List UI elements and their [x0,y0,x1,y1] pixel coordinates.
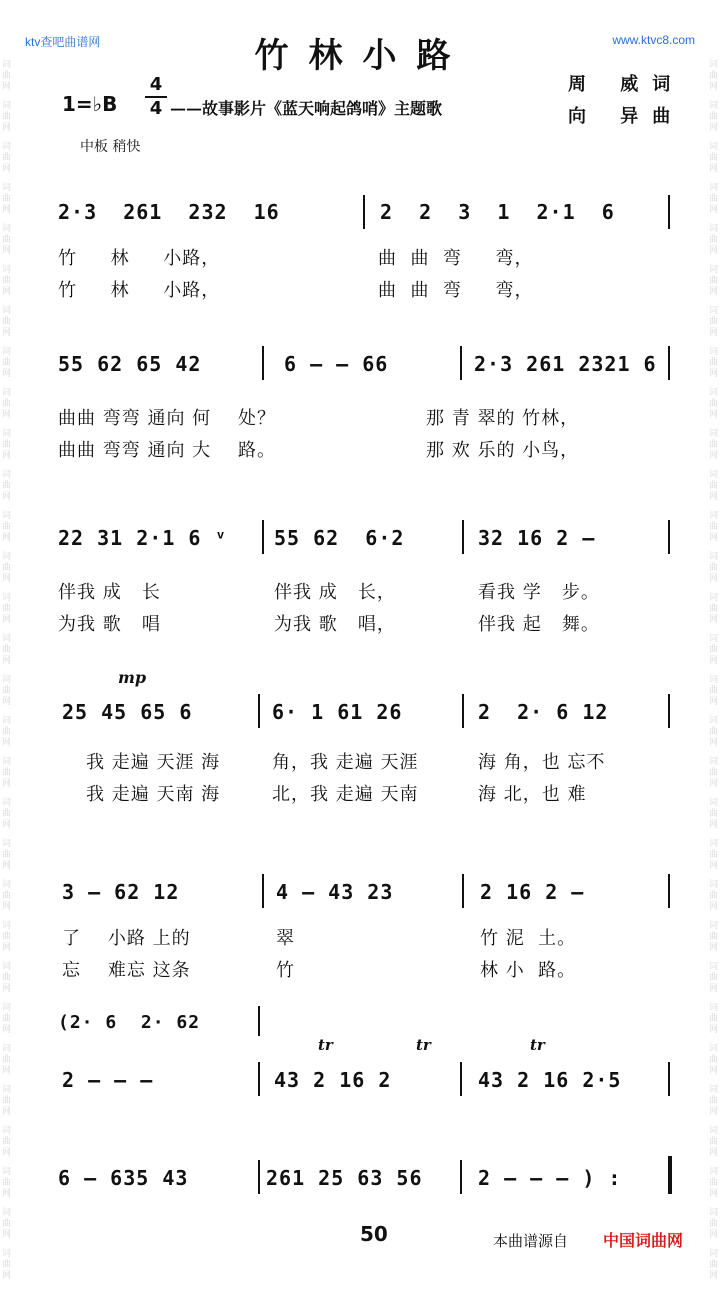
system-1-lyrics-verse1b: 曲 曲 弯 弯， [378,248,534,269]
system-5-lyrics-verse2: 忘 难忘 这条 [62,960,191,981]
system-6-notes: 2 — — — [62,1068,154,1092]
system-2-notes-b: 6 — — 66 [284,352,389,376]
system-1-notes-b: 2 2 3 1 2·1 6 [380,200,615,224]
barline [258,1160,260,1194]
trill-mark: tr [416,1036,431,1054]
system-5-lyrics-verse1b: 翠 [276,928,295,949]
system-5-notes: 3 — 62 12 [62,880,180,904]
trill-mark: tr [318,1036,333,1054]
dynamic-mp: mp [118,668,147,687]
barline [460,346,462,380]
barline [462,694,464,728]
system-7-notes-b: 261 25 63 56 [266,1166,423,1190]
final-barline [668,1156,672,1194]
system-6-notes-b: 43 2 16 2 [274,1068,392,1092]
barline [460,1062,462,1096]
system-4-notes-b: 6· 1 61 26 [272,700,403,724]
system-1-lyrics-verse2b: 曲 曲 弯 弯， [378,280,534,301]
system-1-lyrics-verse1: 竹 林 小路， [58,248,221,269]
time-signature [145,74,167,120]
system-3-notes-b: 55 62 6·2 [274,526,405,550]
barline [668,694,670,728]
system-3-lyrics-verse2b: 为我 歌 唱， [274,614,396,635]
barline [668,1062,670,1096]
trill-mark: tr [530,1036,545,1054]
meter-top: 4 [149,74,163,95]
song-title: 竹林小路 [254,36,471,76]
barline [258,694,260,728]
system-2-lyrics-verse1b: 那 青 翠的 竹林， [426,408,580,429]
system-4-notes: 25 45 65 6 [62,700,193,724]
system-4-lyrics-verse1c: 海 角，也 忘不 [478,752,606,773]
barline [668,520,670,554]
system-3-lyrics-verse2c: 伴我 起 舞。 [478,614,600,635]
system-2-notes: 55 62 65 42 [58,352,202,376]
system-5-lyrics-verse2c: 林 小 路。 [480,960,577,981]
system-4-lyrics-verse1b: 角，我 走遍 天涯 [272,752,419,773]
system-5-lyrics-verse1c: 竹 泥 土。 [480,928,577,949]
system-6-notes-c: 43 2 16 2·5 [478,1068,622,1092]
system-5-notes-c: 2 16 2 — [480,880,585,904]
page-number: 50 [360,1222,388,1246]
side-watermark-right: 词 曲 网 词 曲 网 词 曲 网 词 曲 网 词 曲 网 词 曲 网 词 曲 网 词 曲 网 词 曲 网 词 曲 网 词 曲 网 词 曲 网 词 曲 网 词 曲 网 词 曲 网 词 曲 网 词 曲 网 词 曲 网 词 曲 网 词 曲 网 词 曲 网 词 曲 网 词 曲 网 词 曲 网 词 曲 网 词 曲 网 词 曲 网 词 曲 网 词 曲 网 词 曲 网 [709,60,719,1281]
system-1-notes: 2·3 261 232 16 [58,200,293,224]
barline [258,1006,260,1036]
meter-bottom: 4 [149,98,163,119]
lyricist-credit: 周 威词 [568,74,685,95]
system-2-notes-c: 2·3 261 2321 6 [474,352,657,376]
barline [262,520,264,554]
system-5-notes-b: 4 — 43 23 [276,880,394,904]
tempo-marking: 中板 稍快 [80,139,141,155]
system-5-lyrics-verse2b: 竹 [276,960,295,981]
system-4-lyrics-verse2b: 北，我 走遍 天南 [272,784,419,805]
barline [462,520,464,554]
key-signature: 1=♭B [62,92,118,116]
system-3-lyrics-verse2: 为我 歌 唱 [58,614,161,635]
barline [460,1160,462,1194]
system-4-lyrics-verse2c: 海 北，也 难 [478,784,587,805]
system-2-lyrics-verse2: 曲曲 弯弯 通向 大 路。 [58,440,277,461]
barline [363,195,365,229]
system-7-notes-c: 2 — — — ) : [478,1166,622,1190]
system-3-lyrics-verse1c: 看我 学 步。 [478,582,600,603]
barline [668,874,670,908]
composer-credit: 向 异曲 [568,106,685,127]
system-4-lyrics-verse2: 我 走遍 天南 海 [86,784,221,805]
barline [668,346,670,380]
system-2-lyrics-verse2b: 那 欢 乐的 小鸟， [426,440,580,461]
barline [262,346,264,380]
system-1-lyrics-verse2: 竹 林 小路， [58,280,221,301]
system-4-lyrics-verse1: 我 走遍 天涯 海 [86,752,221,773]
system-7-notes: 6 — 635 43 [58,1166,189,1190]
system-3-notes-c: 32 16 2 — [478,526,596,550]
barline [462,874,464,908]
song-subtitle: ——故事影片《蓝天响起鸽哨》主题歌 [170,99,443,118]
system-3-lyrics-verse1: 伴我 成 长 [58,582,161,603]
watermark-right: www.ktvc8.com [612,33,695,47]
system-2-lyrics-verse1: 曲曲 弯弯 通向 何 处？ [58,408,277,429]
side-watermark-left: 词 曲 网 词 曲 网 词 曲 网 词 曲 网 词 曲 网 词 曲 网 词 曲 网 词 曲 网 词 曲 网 词 曲 网 词 曲 网 词 曲 网 词 曲 网 词 曲 网 词 曲 网 词 曲 网 词 曲 网 词 曲 网 词 曲 网 词 曲 网 词 曲 网 词 曲 网 词 曲 网 词 曲 网 词 曲 网 词 曲 网 词 曲 网 词 曲 网 词 曲 网 词 曲 网 [2,60,12,1281]
source-label: 本曲谱源自 [493,1232,569,1250]
barline [262,874,264,908]
barline [258,1062,260,1096]
system-3-notes: 22 31 2·1 6 ᵛ [58,526,228,550]
source-site-link[interactable]: 中国词曲网 [603,1231,684,1250]
system-4-notes-c: 2 2· 6 12 [478,700,609,724]
watermark-left: ktv查吧曲谱网 [25,35,101,49]
system-5-lyrics-verse1: 了 小路 上的 [62,928,191,949]
system-3-lyrics-verse1b: 伴我 成 长， [274,582,396,603]
system-6-upper-notes: (2· 6 2· 62 [58,1012,201,1033]
barline [668,195,670,229]
